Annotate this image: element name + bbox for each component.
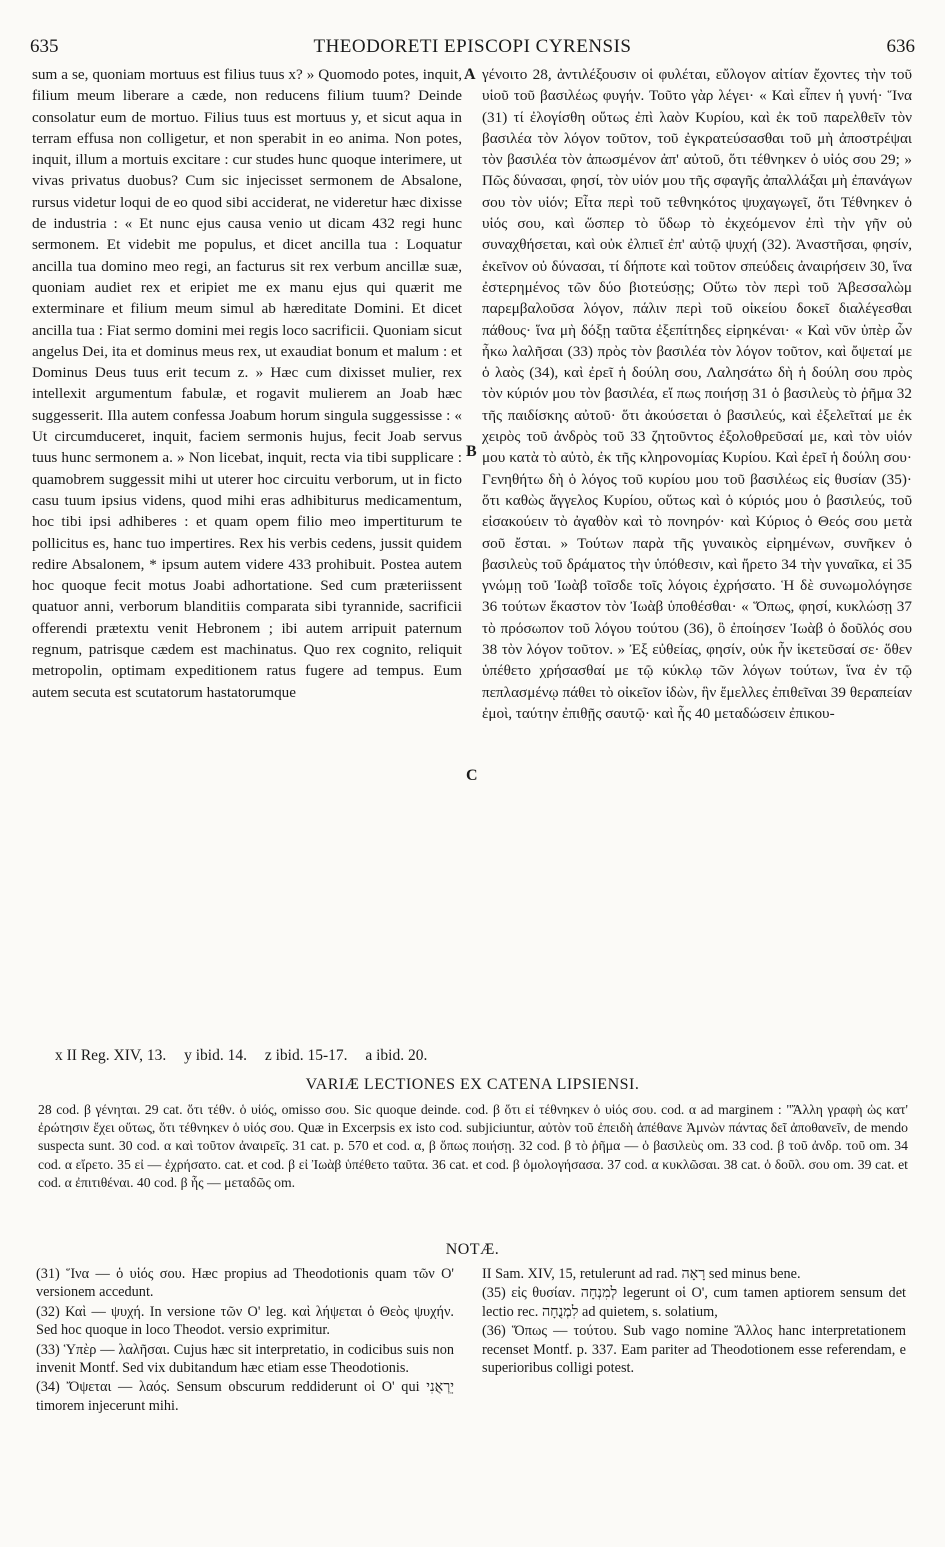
margin-marker-c: C xyxy=(466,767,478,784)
page-header xyxy=(30,36,915,62)
note-31: (31) Ἵνα — ὁ υἱός σου. Hæc propius ad Theodotionis quam τῶν Ο' versionem accedunt. xyxy=(36,1266,454,1301)
scripture-references xyxy=(55,1047,441,1065)
note-36: (36) Ὅπως — τούτου. Sub vago nomine Ἄλλος hanc interpretationem recenset Montf. p. 337. Eam pariter ad Theodotionem esse referendam, e superioribus colligi potest. xyxy=(482,1323,906,1377)
notae-left-column xyxy=(36,1265,454,1416)
running-title: THEODORETI EPISCOPI CYRENSIS xyxy=(313,36,632,57)
scripture-ref: z ibid. 15-17. xyxy=(264,1047,348,1064)
greek-text: γένοιτο 28, ἀντιλέξουσιν οἱ φυλέται, εὔλογον αἰτίαν ἔχοντες τὴν τοῦ υἱοῦ τοῦ βασιλέως φυγήν. Τοῦτο γὰρ λέγει· « Καὶ εἶπεν ἡ γυνή· Ἵνα (31) τί ἐλογίσθη οὕτως ἐπὶ λαὸν Κυρίου, καὶ ἐκ τοῦ παρελθεῖν τὸν βασιλέα τὸν λόγον τοῦτον, τοῦ ἐγκρατεύσασθαι τοῦ μὴ ἀποστρέψαι τὸν βασιλέα τὸν ἀπωσμένον ἀπ' αὐτοῦ, ὅτι τέθνηκεν ὁ υἱός σου 29; » Πῶς δύνασαι, φησί, τὸν υἱόν μου τῆς σφαγῆς ἀπαλλάξαι μὴ ἐπανάγων σου τὸν υἱόν; Εἶτα περὶ τοῦ τεθνηκότος ψυχαγωγεῖ, ὅτι Τέθνηκεν ὁ υἱός σου, καὶ ὥσπερ τὸ ὕδωρ τὸ ἐκχεόμενον ἐπὶ τὴν γῆν οὐ συναχθήσεται, καὶ οὐκ ἐλπιεῖ ἐπ' αὐτῷ ψυχή (32). Ἀναστῆσαι, φησίν, ἐκεῖνον οὐ δύνασαι, τί δήποτε καὶ τοῦτον σπεύδεις ἀναιρήσειν 30, ἵνα ἐστερημένος τῶν δύο βιοτεύσῃς; Οὕτω τὸν περὶ τοῦ Ἀβεσσαλὼμ παρεμβαλοῦσα λόγον, πάλιν περὶ τοῦ οἰκείου δοκεῖ διαλέγεσθαι πάθους· ἵνα μὴ δόξῃ ταῦτα ἐξεπίτηδες εἰρηκέναι· « Καὶ νῦν ὑπὲρ ὧν ἦκω λαλῆσαι (33) πρὸς τὸν βασιλέα τὸν λόγον τοῦτον, καὶ ὄψεταί με ὁ λαὸς (34), καὶ ἐρεῖ ἡ δούλη σου, Λαλησάτω δὴ ἡ δούλη σου πρὸς τὸν κύριόν μου τὸν βασιλέα, εἴ πως ποιήσῃ 31 ὁ βασιλεὺς τὸ ῥῆμα 32 τῆς παιδίσκης αὐτοῦ· ὅτι ἀκούσεται ὁ βασιλεύς, καὶ ἐξελεῖταί με ἐκ χειρὸς τοῦ ἀνδρὸς τοῦ 33 ζητοῦντος ἐξολοθρεῦσαί με, καὶ τὸν υἱόν μου κατὰ τὸ αὐτὸ, ἐκ τῆς κληρονομίας Κυρίου. Καὶ ἐρεῖ ἡ δούλη σου· Γενηθήτω δὴ ὁ λόγος τοῦ κυρίου μου τοῦ βασιλέως εἰς θυσίαν (35)· ὅτι καθὼς ἄγγελος Κυρίου, οὕτως καὶ ὁ κύριός μου ὁ βασιλεύς, τοῦ εἰσακούειν τὸ ἀγαθὸν καὶ τὸ πονηρόν· καὶ Κύριος ὁ Θεός σου μετὰ σοῦ ἔσται. » Τούτων παρὰ τῆς γυναικὸς εἰρημένων, συνῆκεν ὁ βασιλεὺς τοῦ δράματος τὴν ὑπόθεσιν, καὶ ἤρετο 34 τὴν γυναῖκα, εἰ 35 γνώμῃ τοῦ Ἰωὰβ τοῖσδε τοῖς λόγοις ἐχρήσατο. Ἡ δὲ συνωμολόγησε 36 τούτων ἕκαστον τὸν Ἰωὰβ ὑποθέσθαι· « Ὅπως, φησί, κυκλώσῃ 37 τὸ πρόσωπον τοῦ λόγου τούτου (36), ὃ ἐποίησεν Ἰωὰβ ὁ δοῦλός σου 38 τὸν λόγον τοῦτον. » Ἐξ εὐθείας, φησίν, οὐκ ἦν ἱκετεῦσαί σε· ὅθεν ὑπέθετο χρήσασθαί με τῷ κύκλῳ τῶν λόγων τούτων, ἵνα ἐν τῷ πεπλασμένῳ πάθει τὸ οἰκεῖον ἰδὼν, ἣν ἔμελλες ἐπιθεῖναι 39 θεραπείαν ἐμοὶ, ταύτην ἐπιθῇς σαυτῷ· καὶ ἧς 40 μεταδώσειν ἐπικου- xyxy=(482,66,912,722)
latin-text: sum a se, quoniam mortuus est filius tuus x? » Quomodo potes, inquit, filium meum liberare a cæde, non reducens filium tuum? Deinde consolatur eum de mortuo. Filius tuus est mortuus y, et sicut aqua in terram effusa non colligetur, et non sperabit in eo anima. Non potes, inquit, illum a mortuis excitare : cur studes hunc quoque interimere, ut vivas privatus duobus? Cum sic injecisset sermonem de Absalone, rursus videtur loqui de eo quod sibi acciderat, ne videretur hæc dixisse de industria : « Et nunc ejus causa venio ut dicam 432 regi hunc sermonem. Et videbit me populus, et dicet ancilla tua : Loquatur ancilla tua domino meo regi, an facturus sit rex verbum ancillæ suæ, quoniam audiet rex et eripiet me ex manu ejus qui quærit me exterminare et filium meum simul ab hæreditate Domini. Et dicet ancilla tua : Fiat sermo domini mei regis loco sacrificii. Quoniam sicut angelus Dei, ita et dominus meus rex, ut exaudiat bonum et malum : et Dominus Deus tuus erit tecum z. » Hæc cum dixisset mulier, rex intellexit argumentum fabulæ, et rogavit mulierem an Joab hæc suggesserit. Illa autem confessa Joabum horum singula suggessisse : « Ut circumduceret, inquit, faciem sermonis hujus, fecit Joab servus tuus hunc sermonem a. » Non licebat, inquit, recta via tibi supplicare : quamobrem suggessit mihi ut uterer hoc circuitu verborum, ut in ficto casu tuum ipsius videns, quod mihi eras adhibiturus medicamentum, hoc tibi ipsi adhiberes : et quam opem filio meo impertiturum te pollicitus es, hanc tuo impertires. Rex his verbis cedens, jussit quidem redire Absalonem, * ipsum autem videre 433 prohibuit. Postea autem hoc quoque fecit motus Joabi adhortatione. Sed cum præteriissent quatuor anni, verborum blanditiis comparata sibi tyrannide, sacrificii offerendi prætextu venit Hebronem ; ibi autem arripuit paternum regnum, patrisque cædem est machinatus. Quo rex cognito, reliquit metropolin, optimam expeditionem ratus fugere ad tempus. Eum autem secuta est scutatorum hastatorumque xyxy=(32,66,462,701)
page-number-right: 636 xyxy=(886,36,915,57)
margin-marker-a: A xyxy=(464,66,476,83)
scripture-ref: a ibid. 20. xyxy=(365,1047,428,1064)
notae-heading: NOTÆ. xyxy=(445,1241,500,1258)
note-35: (35) εἰς θυσίαν. לְמִנְחָה legerunt οἱ Ο', cum tamen aptiorem sensum det lectio rec. לִמְנֻחָה ad quietem, s. solatium, xyxy=(482,1285,907,1320)
note-32: (32) Καὶ — ψυχή. In versione τῶν Ο' leg. καὶ λήψεται ὁ Θεὸς ψυχήν. Sed hoc quoque in loco Theodot. versio exprimitur. xyxy=(36,1303,454,1339)
variant-readings: 28 cod. β γένηται. 29 cat. ὅτι τέθν. ὁ υἱός, omisso σου. Sic quoque deinde. cod. β ὅτι εἰ τέθνηκεν ὁ υἱός σου. cod. α ad marginem : "Ἄλλη γραφὴ ὡς κατ' ἐρώτησιν ἔχει οὕτως, ὅτι τέθνηκεν ὁ υἱός σου. Quæ in Excerpsis ex isto cod. subjiciuntur, αὐτὸν τοῦ ἐπειδὴ ἀπέθανε Ἀμνὼν πάντας δεῖ ἀποθανεῖν, de mendo suspecta sunt. 30 cod. α καὶ τοῦτον ἀναιρεῖς. 31 cat. p. 570 et cod. α, β ὅπως ποιήσῃ. 32 cod. β τὸ ῥῆμα — ὁ βασιλεὺς om. 33 cod. β τοῦ ἀνδρ. τοῦ om. 34 cod. α εἴρετο. 35 εἰ — ἐχρήσατο. cat. et cod. β εἰ Ἰωὰβ ὑπέθετο ταῦτα. 36 cat. et cod. β ὁμολογήσασα. 37 cod. α κυκλῶσαι. 38 cat. ὁ δοῦλ. σου om. 39 cat. et cod. α ἐπιτιθέναι. 40 cod. β ἧς — μεταδῶς om. xyxy=(38,1102,908,1190)
scripture-ref: y ibid. 14. xyxy=(184,1047,247,1064)
page-number-left: 635 xyxy=(30,36,59,57)
note-33: (33) Ὑπὲρ — λαλῆσαι. Cujus hæc sit interpretatio, in codicibus suis non invenit Montf. Sed vix dubitandum hæc etiam esse Theodotionis. xyxy=(36,1341,454,1377)
variae-lectiones-text xyxy=(38,1101,908,1192)
variae-lectiones-heading: VARIÆ LECTIONES EX CATENA LIPSIENSI. xyxy=(305,1076,640,1093)
margin-marker-b: B xyxy=(466,443,477,460)
scripture-ref: x II Reg. XIV, 13. xyxy=(55,1047,167,1064)
note-34-continued: II Sam. XIV, 15, retulerunt ad rad. רָאָה sed minus bene. xyxy=(482,1266,801,1282)
note-34: (34) Ὄψεται — λαός. Sensum obscurum reddiderunt οἱ Ο' qui יֵרְאֻנִי timorem injecerunt mihi. xyxy=(36,1379,454,1414)
notae-right-column xyxy=(482,1265,906,1378)
greek-column xyxy=(482,64,912,724)
latin-column xyxy=(32,64,462,703)
